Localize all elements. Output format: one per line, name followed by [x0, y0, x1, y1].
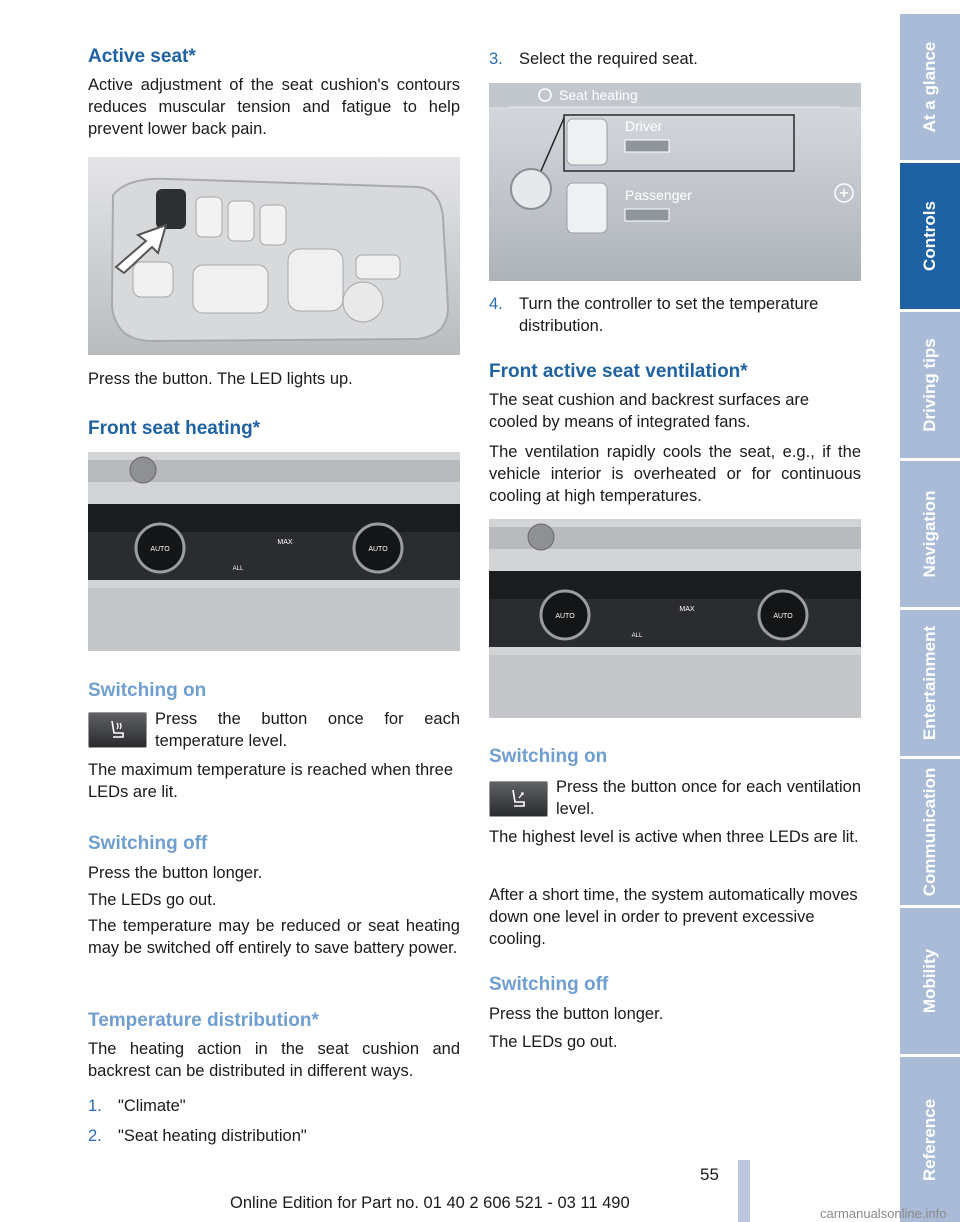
panel-auto-left: AUTO [555, 613, 575, 620]
idrive-screen-photo [489, 83, 861, 281]
panel-all: ALL [232, 566, 244, 572]
heading-switching-on-heating: Switching on [88, 680, 207, 701]
heading-switching-off-heating: Switching off [88, 833, 208, 854]
heading-switching-on-ventilation: Switching on [489, 746, 608, 767]
heading-temperature-distribution: Temperature distribution* [88, 1010, 319, 1031]
screen-passenger: Passenger [625, 187, 692, 203]
list-item [88, 1095, 186, 1117]
heating-max-text: The maximum temperature is reached when three LEDs are lit. [88, 761, 453, 801]
active-seat-body: Active adjustment of the seat cushion's contours reduces muscular tension and fatigue to help prevent lower back pain. [88, 76, 460, 138]
temperature-distribution-body: The heating action in the seat cushion and backrest can be distributed in different ways. [88, 1040, 460, 1080]
controller-icon [511, 169, 551, 209]
heading-seat-ventilation: Front active seat ventilation* [489, 361, 748, 382]
list-item [88, 1125, 307, 1147]
step-number: 3. [489, 50, 503, 68]
heating-off-p3: The temperature may be reduced or seat heating may be switched off entirely to save battery power. [88, 917, 460, 957]
panel-max: MAX [277, 539, 293, 546]
tab-navigation[interactable]: Navigation [900, 461, 960, 607]
list-item [489, 48, 698, 70]
panel-all: ALL [631, 633, 643, 639]
seat-ventilation-icon [510, 788, 528, 810]
step-text: Turn the controller to set the temperature distribution. [519, 295, 819, 335]
driver-seat-icon [567, 119, 607, 165]
tab-reference[interactable]: Reference [900, 1057, 960, 1222]
heating-off-p1: Press the button longer. [88, 864, 263, 882]
seat-ventilation-button-image [489, 781, 548, 817]
panel-auto-right: AUTO [368, 546, 388, 553]
list-item [489, 293, 861, 337]
ventilation-panel-photo [489, 519, 861, 718]
ventilation-p1: The seat cushion and backrest surfaces are cooled by means of integrated fans. [489, 391, 810, 431]
panel-max: MAX [679, 606, 695, 613]
panel-auto-left: AUTO [150, 546, 170, 553]
page-number: 55 [700, 1165, 719, 1184]
tab-entertainment[interactable]: Entertainment [900, 610, 960, 756]
panel-auto-right: AUTO [773, 613, 793, 620]
climate-panel-photo [88, 452, 460, 651]
passenger-seat-icon [567, 183, 607, 233]
ventilation-button-text: Press the button once for each ventilation level. [556, 778, 861, 818]
heading-front-seat-heating: Front seat heating* [88, 418, 261, 439]
tab-communication[interactable]: Communication [900, 759, 960, 905]
ventilation-p2: The ventilation rapidly cools the seat, e.g., if the vehicle interior is overheated or for continuous cooling at high temperatures. [489, 443, 861, 505]
heading-active-seat: Active seat* [88, 46, 196, 67]
tab-controls[interactable]: Controls [900, 163, 960, 309]
step-number: 4. [489, 295, 503, 313]
tab-driving-tips[interactable]: Driving tips [900, 312, 960, 458]
step-number: 2. [88, 1127, 102, 1145]
ventilation-on-p2: After a short time, the system automatically moves down one level in order to prevent excessive cooling. [489, 886, 858, 948]
seat-control-photo [88, 157, 460, 355]
tab-mobility[interactable]: Mobility [900, 908, 960, 1054]
page-marker [738, 1160, 750, 1222]
seat-heating-icon [109, 719, 127, 741]
step-text: "Seat heating distribution" [118, 1127, 307, 1145]
watermark: carmanualsonline.info [820, 1206, 947, 1221]
ventilation-on-p1: The highest level is active when three LEDs are lit. [489, 828, 859, 846]
active-seat-caption: Press the button. The LED lights up. [88, 370, 353, 388]
step-text: Select the required seat. [519, 50, 698, 68]
heating-off-p2: The LEDs go out. [88, 891, 217, 909]
ventilation-off-p2: The LEDs go out. [489, 1033, 618, 1051]
chapter-tabs [900, 0, 960, 1222]
step-number: 1. [88, 1097, 102, 1115]
step-text: "Climate" [118, 1097, 186, 1115]
seat-heating-button-image [88, 712, 147, 748]
footer-text: Online Edition for Part no. 01 40 2 606 521 - 03 11 490 [230, 1194, 630, 1212]
screen-title: Seat heating [559, 87, 638, 103]
tab-at-a-glance[interactable]: At a glance [900, 14, 960, 160]
heating-button-text: Press the button once for each temperature level. [155, 710, 460, 750]
ventilation-off-p1: Press the button longer. [489, 1005, 664, 1023]
heading-switching-off-ventilation: Switching off [489, 974, 609, 995]
screen-driver: Driver [625, 118, 663, 134]
